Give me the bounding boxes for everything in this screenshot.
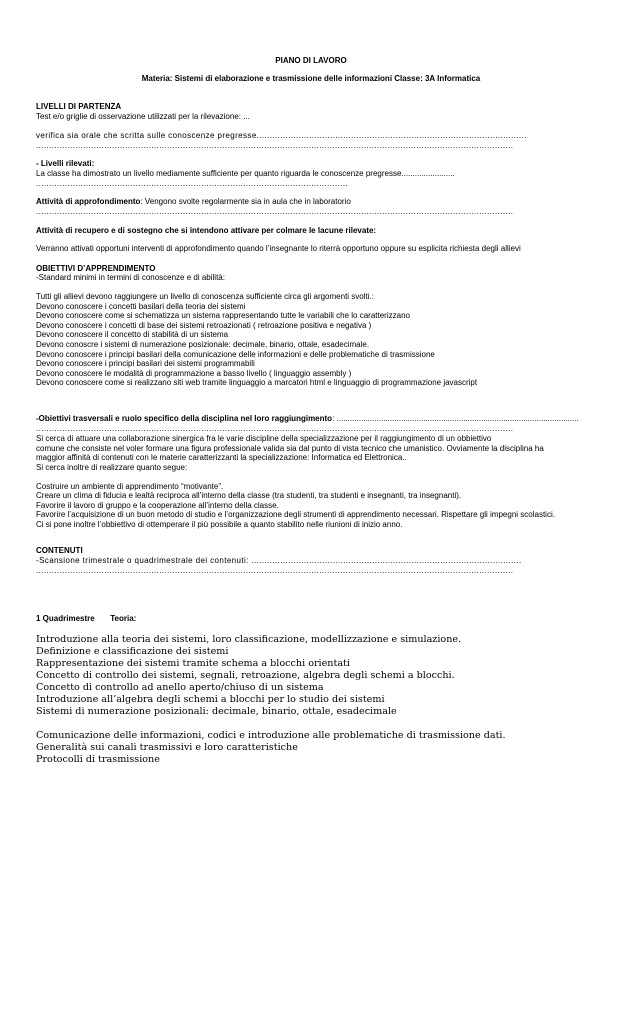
teoria-line: Concetto di controllo dei sistemi, segnali, retroazione, algebra degli schemi a blocchi. — [36, 670, 455, 681]
trasversali-line: maggior affinità di contenuti con le materie caratterizzanti la specializzazione: Informatica ed Elettronica.. — [36, 453, 407, 462]
approfondimento-line — [36, 197, 351, 207]
obiettivi-line: Devono conoscere come si realizzano siti web tramite linguaggio a marcatori html e linguaggio di programmazione javascript — [36, 378, 478, 388]
trasversali-heading-line — [36, 414, 579, 424]
teoria-line: Concetto di controllo ad anello aperto/chiuso di un sistema — [36, 682, 324, 693]
livelli-dots-1: ...................................................................................................................................................................................... — [36, 141, 514, 150]
teoria-line: Introduzione alla teoria dei sistemi, loro classificazione, modellizzazione e simulazione. — [36, 634, 462, 645]
livelli-line-1: Test e/o griglie di osservazione utilizzati per la rilevazione: ... — [36, 112, 250, 121]
approfondimento-label: Attività di approfondimento — [36, 197, 141, 206]
teoria-line: Generalità sui canali trasmissivi e loro caratteristiche — [36, 742, 298, 753]
livelli-rilevati-text: La classe ha dimostrato un livello mediamente sufficiente per quanto riguarda le conoscenze pregresse........................ — [36, 169, 455, 178]
approfondimento-text: : Vengono svolte regolarmente sia in aula che in laboratorio — [140, 197, 351, 206]
obiettivi-line: Devono conoscere i principi basilari dei sistemi programmabili — [36, 359, 255, 369]
obiettivi-line: Devono conoscere i principi basilari della comunicazione delle informazioni e delle problematiche di trasmissione — [36, 349, 435, 359]
teoria-line: Definizione e classificazione dei sistemi — [36, 646, 229, 657]
trasversali-line: comune che consiste nel voler formare una figura professionale valida sia dal punto di vista tecnico che umanistico. Ovviamente la disciplina ha — [36, 443, 544, 453]
livelli-rilevati-heading: - Livelli rilevati: — [36, 159, 95, 168]
recupero-text: Verranno attivati opportuni interventi di approfondimento quando l’insegnante lo riterrà opportuno oppure su esplicita richiesta degli allievi — [36, 244, 521, 253]
teoria-line: Rappresentazione dei sistemi tramite schema a blocchi orientati — [36, 658, 350, 669]
contenuti-line-1: -Scansione trimestrale o quadrimestrale dei contenuti: ....................................................................................................... — [36, 556, 522, 565]
document-title: PIANO DI LAVORO — [275, 56, 347, 65]
obiettivi-line: Tutti gli allievi devono raggiungere un livello di conoscenza sufficiente circa gli argomenti svolti.: — [36, 292, 374, 301]
contenuti-line-2: ...................................................................................................................................................................................... — [36, 566, 514, 575]
trasversali-heading: -Obiettivi trasversali e ruolo specifico della disciplina nel loro raggiungimento — [36, 414, 333, 423]
obiettivi-line: Devono conoscere i concetti basilari della teoria dei sistemi — [36, 301, 246, 311]
trasversali-line: Favorire il lavoro di gruppo e la cooperazione all’interno della classe. — [36, 500, 279, 510]
obiettivi-line: Devono conoscere come si schematizza un sistema rappresentando tutte le variabili che lo caratterizzano — [36, 311, 410, 321]
livelli-rilevati-dots: ....................................................................................................................... — [36, 179, 349, 188]
obiettivi-line: Devono conoscere il concetto di stabilità di un sistema — [36, 330, 229, 340]
trasversali-line: Costruire un ambiente di apprendimento “motivante”. — [36, 481, 224, 491]
teoria-line: Sistemi di numerazione posizionali: decimale, binario, ottale, esadecimale — [36, 706, 397, 717]
livelli-line-2: verifica sia orale che scritta sulle conoscenze pregresse....................................................................................................... — [36, 131, 527, 140]
obiettivi-line: Devono conoscere i concetti di base dei sistemi retroazionati ( retroazione positiva e negativa ) — [36, 320, 372, 330]
obiettivi-heading: OBIETTIVI D’APPRENDIMENTO — [36, 264, 156, 273]
recupero-heading: Attività di recupero e di sostegno che si intendono attivare per colmare le lacune rilevate: — [36, 226, 377, 235]
obiettivi-subheading: -Standard minimi in termini di conoscenze e di abilità: — [36, 273, 225, 282]
approfondimento-dots: ...................................................................................................................................................................................... — [36, 207, 514, 216]
contenuti-heading: CONTENUTI — [36, 546, 83, 555]
subject-line: Materia: Sistemi di elaborazione e trasmissione delle informazioni Classe: 3A Informatica — [141, 74, 481, 83]
obiettivi-line: Devono conoscere le modalità di programmazione a basso livello ( linguaggio assembly ) — [36, 368, 352, 378]
teoria-line: Introduzione all’algebra degli schemi a blocchi per lo studio dei sistemi — [36, 694, 385, 705]
trasversali-line: Si cerca di attuare una collaborazione sinergica fra le varie discipline della specializzazione per il raggiungimento di un obbiettivo — [36, 434, 492, 443]
trasversali-heading-dots: : ............................................................................................................. — [332, 414, 579, 423]
trasversali-dots: ...................................................................................................................................................................................... — [36, 424, 514, 433]
trasversali-line: Favorire l’acquisizione di un buon metodo di studio e l’organizzazione degli strumenti di apprendimento necessari. Rispettare gli impegni scolastici. — [36, 510, 555, 519]
livelli-heading: LIVELLI DI PARTENZA — [36, 102, 122, 111]
quadrimestre-heading: 1 Quadrimestre Teoria: — [36, 614, 137, 623]
trasversali-line: Si cerca inoltre di realizzare quanto segue: — [36, 462, 188, 472]
obiettivi-line: Devono conoscre i sistemi di numerazione posizionale: decimale, binario, ottale, esadecimale. — [36, 340, 370, 349]
teoria-line: Comunicazione delle informazioni, codici e introduzione alle problematiche di trasmissione dati. — [36, 730, 506, 741]
trasversali-line: Creare un clima di fiducia e lealtà reciproca all’interno della classe (tra studenti, tra studenti e insegnanti, tra insegnanti). — [36, 491, 462, 500]
trasversali-line: Ci si pone inoltre l’obbiettivo di ottemperare il più possibile a quanto stabilito nelle riunioni di inizio anno. — [36, 519, 403, 529]
teoria-line: Protocolli di trasmissione — [36, 754, 160, 765]
